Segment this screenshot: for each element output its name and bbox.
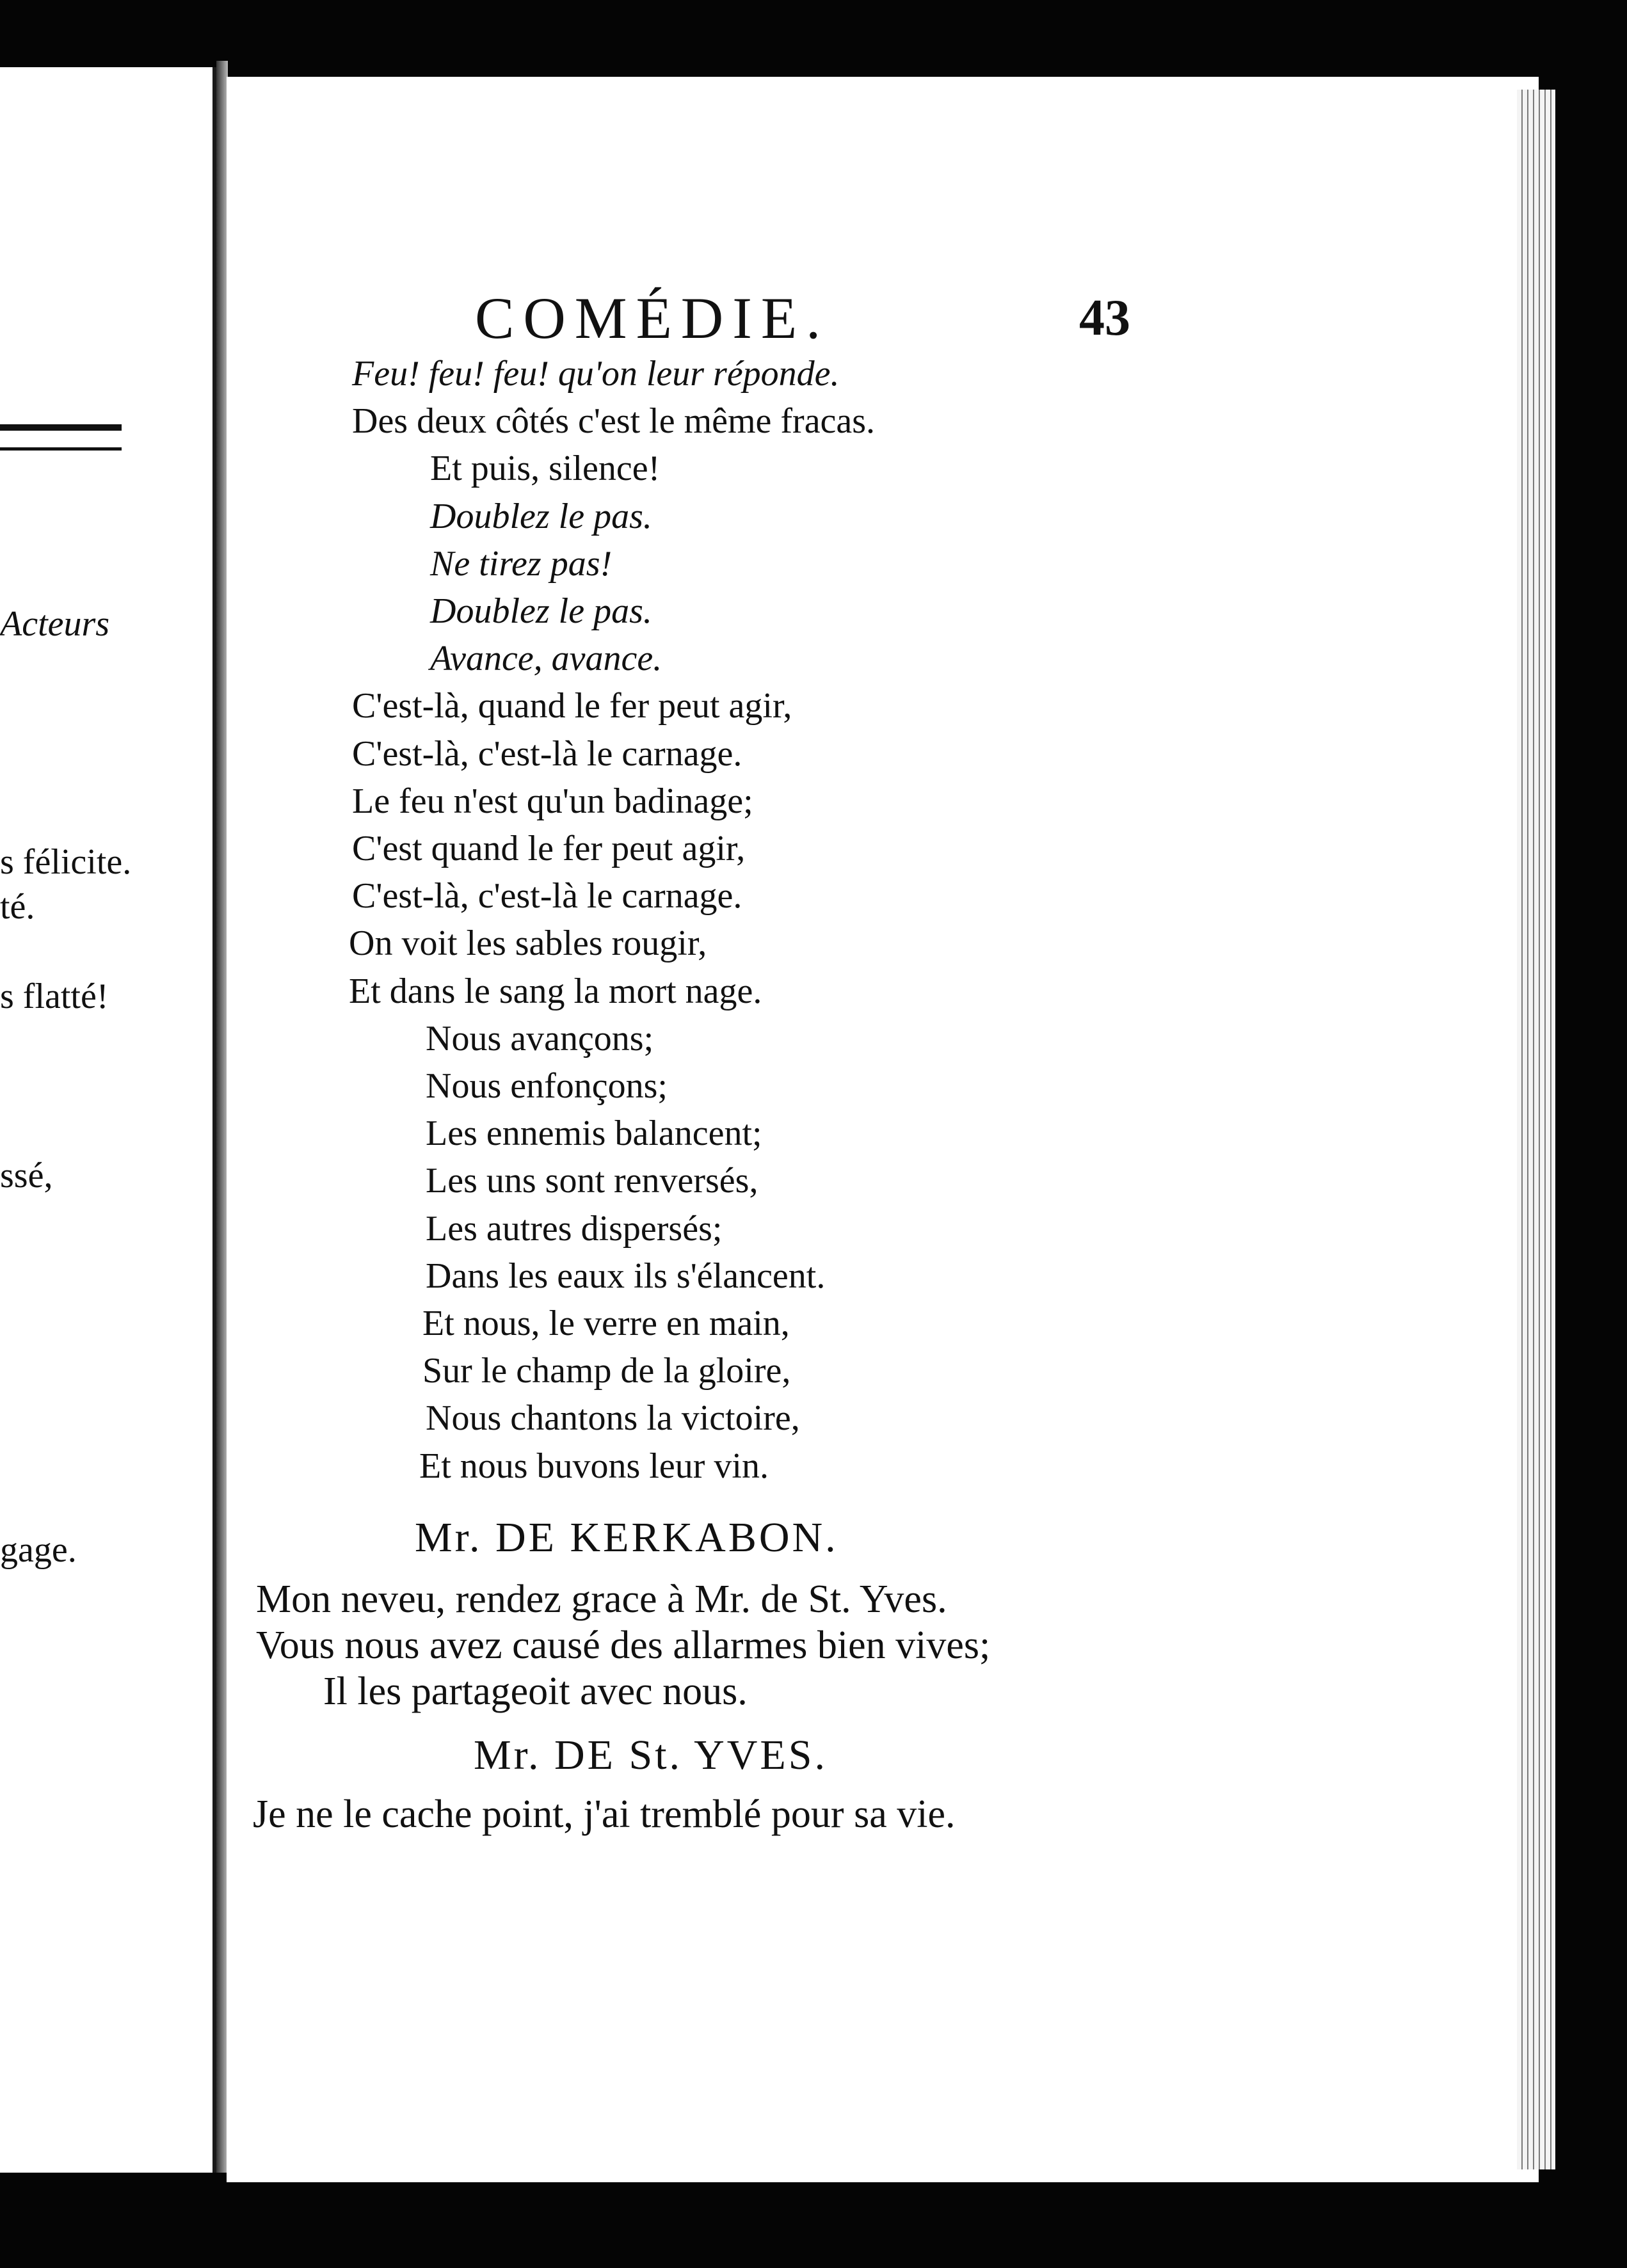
song-line: C'est-là, c'est-là le carnage.	[352, 734, 742, 774]
dialogue-line: Vous nous avez causé des allarmes bien vives;	[256, 1624, 991, 1667]
song-line: Et nous buvons leur vin.	[419, 1446, 769, 1486]
dialogue-line: Je ne le cache point, j'ai tremblé pour sa vie.	[253, 1793, 956, 1836]
song-line: Nous enfonçons;	[426, 1066, 668, 1106]
song-line: Les ennemis balancent;	[426, 1114, 762, 1153]
song-line: Dans les eaux ils s'élancent.	[426, 1256, 826, 1296]
left-fragment-3: té.	[0, 887, 35, 927]
song-line: Les uns sont renversés,	[426, 1161, 758, 1201]
song-line: Les autres dispersés;	[426, 1209, 723, 1249]
song-line: C'est-là, quand le fer peut agir,	[352, 686, 792, 726]
song-line: Doublez le pas.	[430, 591, 652, 631]
song-line: Nous avançons;	[426, 1019, 654, 1058]
song-line: Avance, avance.	[430, 639, 662, 678]
song-line: Sur le champ de la gloire,	[422, 1351, 791, 1391]
song-line: Doublez le pas.	[430, 497, 652, 536]
song-line: Et nous, le verre en main,	[422, 1304, 790, 1343]
song-line: Des deux côtés c'est le même fracas.	[352, 401, 876, 441]
song-line: C'est quand le fer peut agir,	[352, 829, 746, 868]
left-fragment-2: s félicite.	[0, 842, 132, 882]
song-line: Feu! feu! feu! qu'on leur réponde.	[352, 354, 840, 394]
left-fragment-4: s flatté!	[0, 977, 109, 1016]
left-fragment-6: gage.	[0, 1530, 77, 1570]
song-line: Le feu n'est qu'un badinage;	[352, 781, 753, 821]
left-fragment-1: Acteurs	[0, 604, 110, 644]
song-line: Et puis, silence!	[430, 449, 661, 488]
song-line: Et dans le sang la mort nage.	[349, 971, 762, 1011]
song-line: C'est-là, c'est-là le carnage.	[352, 876, 742, 916]
speaker-heading: Mr. DE KERKABON.	[415, 1514, 838, 1561]
dialogue-line: Mon neveu, rendez grace à Mr. de St. Yves.	[256, 1577, 947, 1621]
dialogue-line: Il les partageoit avec nous.	[323, 1670, 748, 1713]
speaker-heading: Mr. DE St. YVES.	[474, 1732, 828, 1778]
left-fragment-5: ssé,	[0, 1156, 53, 1195]
song-line: On voit les sables rougir,	[349, 923, 707, 963]
page-number: 43	[1079, 290, 1130, 346]
running-head: COMÉDIE.	[475, 285, 830, 351]
song-line: Ne tirez pas!	[430, 544, 613, 584]
song-line: Nous chantons la victoire,	[426, 1398, 800, 1438]
